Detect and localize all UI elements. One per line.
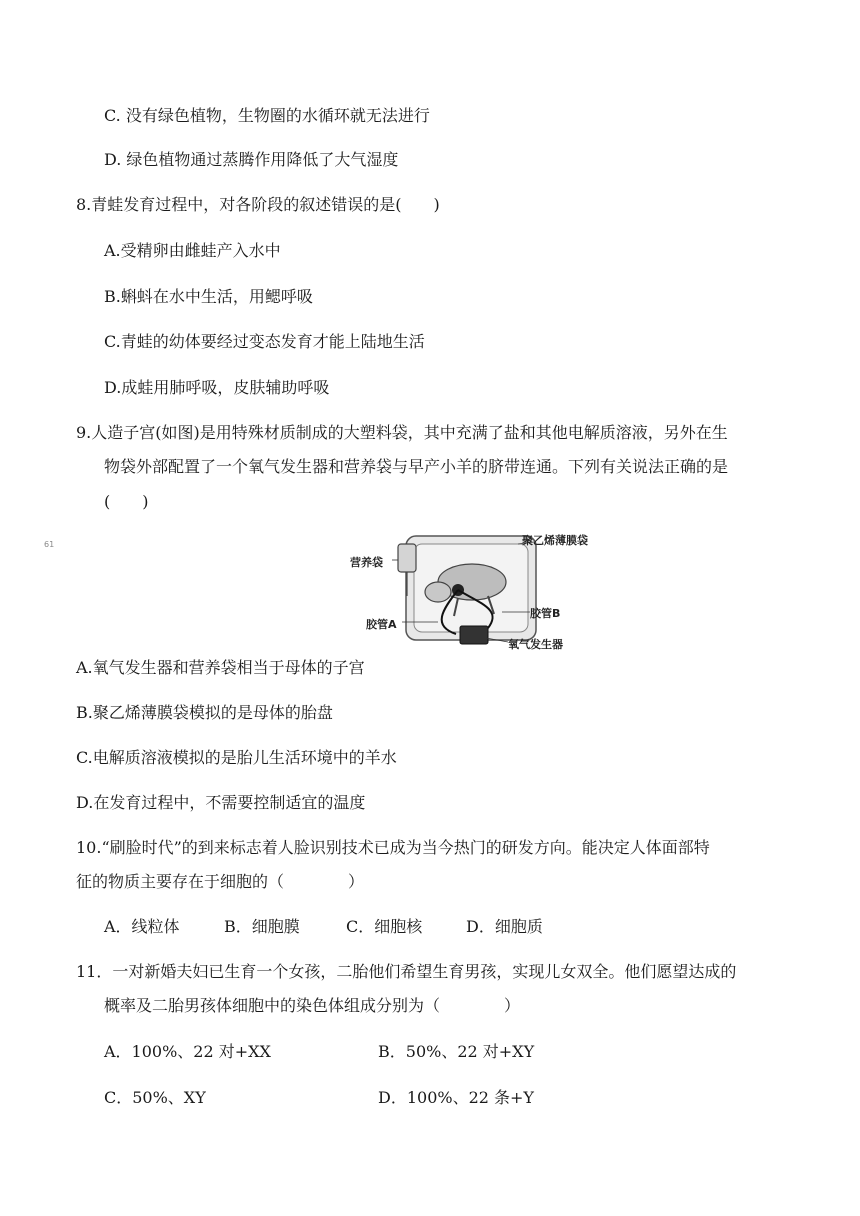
q11-option-b: B．50%、22 对+XY	[378, 1042, 535, 1061]
label-tube-b: 胶管B	[530, 607, 561, 620]
q9-option-b: B.聚乙烯薄膜袋模拟的是母体的胎盘	[76, 703, 333, 722]
nutrient-bag-shape	[398, 544, 416, 572]
q9-option-a: A.氧气发生器和营养袋相当于母体的子宫	[76, 658, 365, 677]
q11-stem-line2: 概率及二胎男孩体细胞中的染色体组成分别为（ ）	[104, 996, 521, 1015]
q11-option-d: D．100%、22 条+Y	[378, 1088, 534, 1107]
oxygen-generator-shape	[460, 626, 488, 644]
q8-option-b: B.蝌蚪在水中生活，用鳃呼吸	[104, 287, 313, 306]
q10-option-d: D．细胞质	[466, 917, 543, 936]
q9-stem-line1: 9.人造子宫(如图)是用特殊材质制成的大塑料袋，其中充满了盐和其他电解质溶液，另外在生	[76, 423, 728, 442]
q11-stem-line1: 11．一对新婚夫妇已生育一个女孩，二胎他们希望生育男孩，实现儿女双全。他们愿望达成的	[76, 962, 737, 981]
margin-mark: 61	[44, 540, 55, 549]
q7-option-d: D. 绿色植物通过蒸腾作用降低了大气湿度	[104, 150, 399, 169]
q8-option-c: C.青蛙的幼体要经过变态发育才能上陆地生活	[104, 332, 425, 351]
q10-option-b: B．细胞膜	[224, 917, 300, 936]
artificial-womb-diagram	[362, 530, 592, 652]
q8-option-a: A.受精卵由雌蛙产入水中	[104, 241, 281, 260]
q7-option-c: C. 没有绿色植物，生物圈的水循环就无法进行	[104, 106, 430, 125]
q9-option-d: D.在发育过程中，不需要控制适宜的温度	[76, 793, 366, 812]
label-tube-a: 胶管A	[366, 618, 397, 631]
q11-option-a: A．100%、22 对+XX	[104, 1042, 271, 1061]
q9-stem-line2: 物袋外部配置了一个氧气发生器和营养袋与早产小羊的脐带连通。下列有关说法正确的是	[104, 457, 729, 476]
label-nutrient-bag: 营养袋	[350, 556, 383, 569]
label-polyethylene-bag: 聚乙烯薄膜袋	[522, 534, 588, 547]
q8-option-d: D.成蛙用肺呼吸，皮肤辅助呼吸	[104, 378, 330, 397]
q11-option-c: C．50%、XY	[104, 1088, 206, 1107]
q9-stem-line3: ( )	[104, 492, 149, 511]
lamb-head-shape	[425, 582, 451, 602]
q10-option-a: A．线粒体	[104, 917, 180, 936]
q10-stem-line1: 10.“刷脸时代”的到来标志着人脸识别技术已成为当今热门的研发方向。能决定人体面部特	[76, 838, 710, 857]
label-oxygen-generator: 氧气发生器	[508, 638, 563, 651]
artificial-womb-figure	[350, 530, 592, 652]
q10-stem-line2: 征的物质主要存在于细胞的（ ）	[76, 872, 365, 891]
q9-option-c: C.电解质溶液模拟的是胎儿生活环境中的羊水	[76, 748, 397, 767]
q10-option-c: C．细胞核	[346, 917, 423, 936]
q8-stem: 8.青蛙发育过程中，对各阶段的叙述错误的是( )	[76, 195, 440, 214]
